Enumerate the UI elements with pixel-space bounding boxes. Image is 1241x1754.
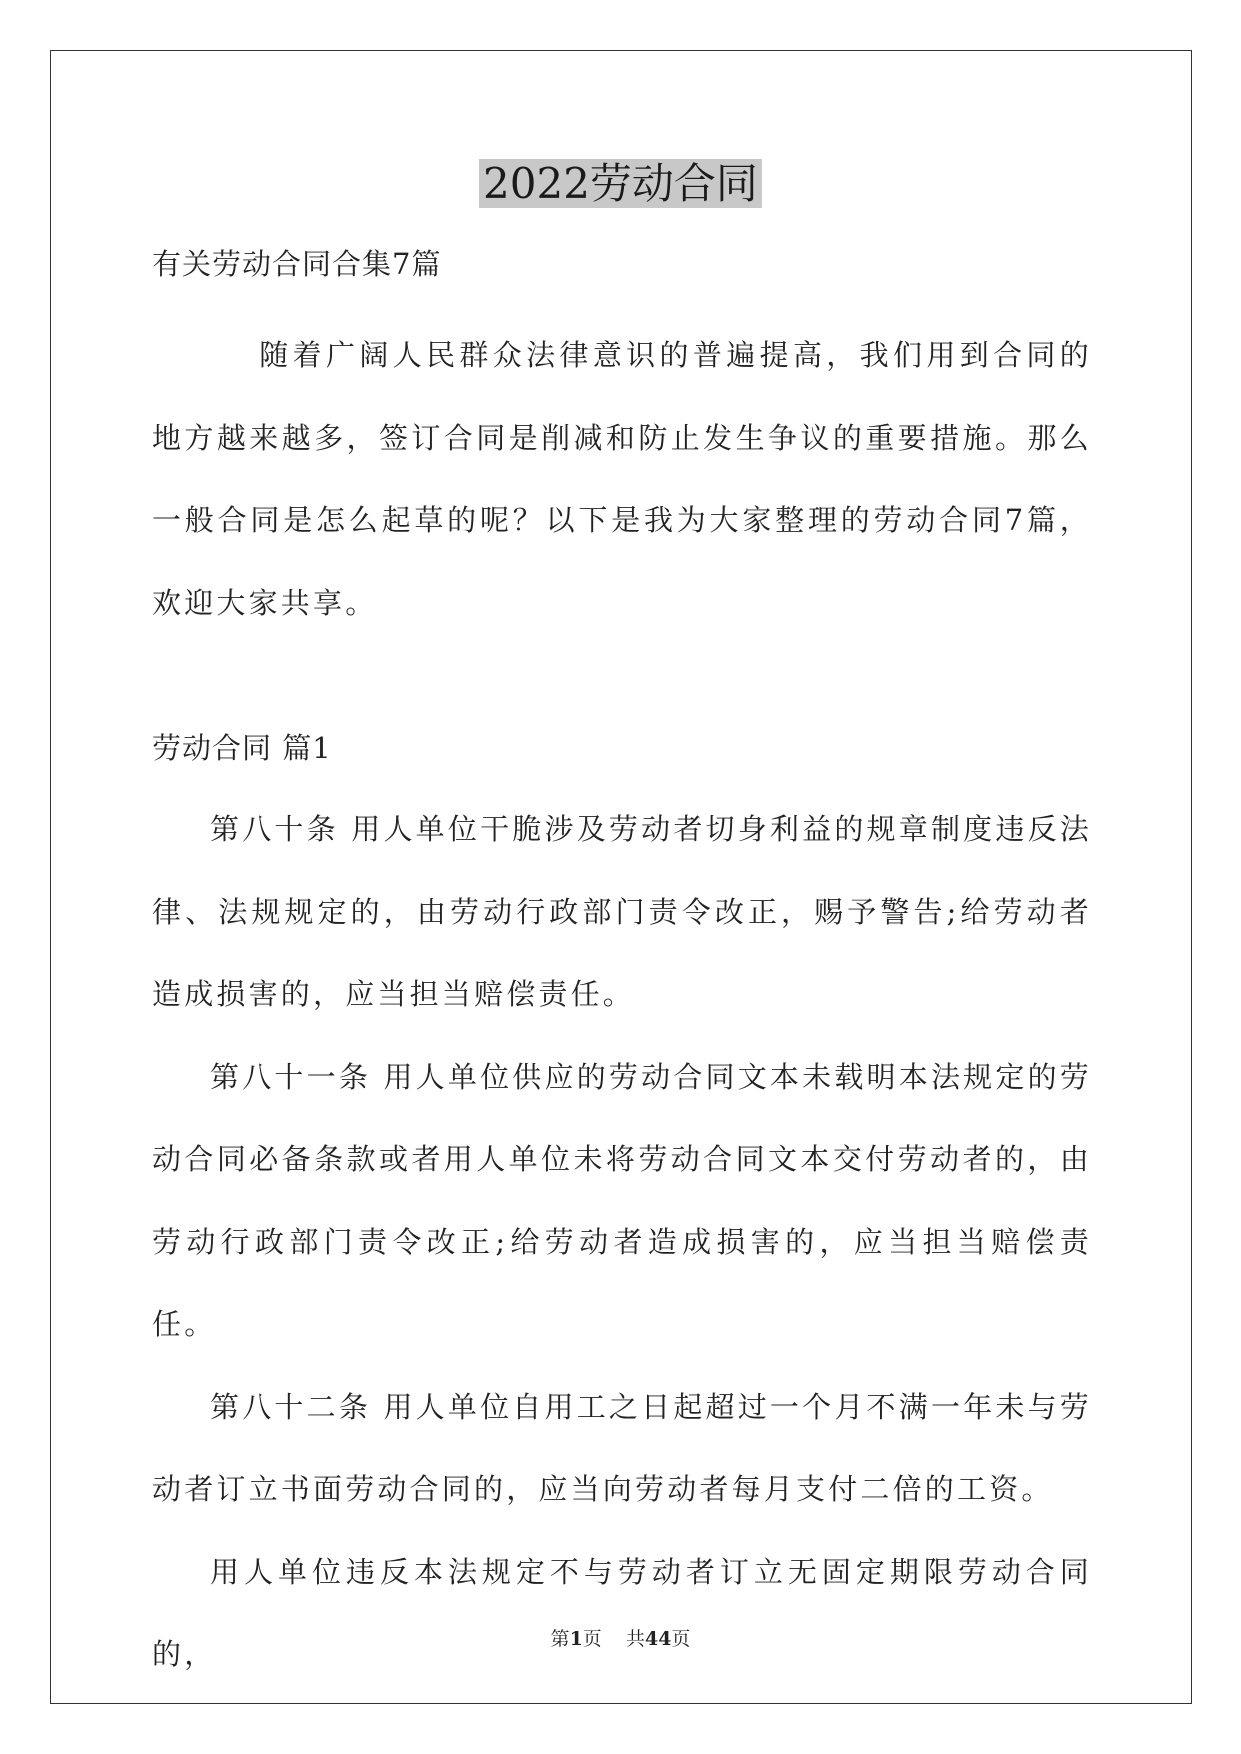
page-footer — [0, 1627, 1241, 1651]
footer-page-number: 1 — [569, 1628, 583, 1650]
document-body — [152, 239, 1092, 1696]
document-title — [0, 156, 1241, 212]
footer-middle: 页 共 — [582, 1628, 645, 1650]
article-paragraph: 第八十一条 用人单位供应的劳动合同文本未载明本法规定的劳动合同必备条款或者用人单位未将劳动合同文本交付劳动者的，由劳动行政部门责令改正;给劳动者造成损害的，应当担当赔偿责任。 — [152, 1059, 1092, 1341]
footer-suffix: 页 — [671, 1628, 691, 1650]
document-title-text: 2022劳动合同 — [479, 159, 762, 208]
section-heading: 劳动合同 篇1 — [152, 731, 332, 765]
footer-prefix: 第 — [550, 1628, 570, 1650]
document-subtitle: 有关劳动合同合集7篇 — [152, 247, 442, 281]
footer-total-pages: 44 — [644, 1628, 672, 1650]
intro-paragraph: 随着广阔人民群众法律意识的普遍提高，我们用到合同的地方越来越多，签订合同是削减和防止发生争议的重要措施。那么一般合同是怎么起草的呢？以下是我为大家整理的劳动合同7篇，欢迎大家共享。 — [152, 338, 1092, 620]
article-paragraph: 用人单位违反本法规定不与劳动者订立无固定期限劳动合同的， — [152, 1554, 1092, 1671]
article-paragraph: 第八十条 用人单位干脆涉及劳动者切身利益的规章制度违反法律、法规规定的，由劳动行政部门责令改正，赐予警告;给劳动者造成损害的，应当担当赔偿责任。 — [152, 812, 1092, 1011]
article-paragraph: 第八十二条 用人单位自用工之日起超过一个月不满一年未与劳动者订立书面劳动合同的，应当向劳动者每月支付二倍的工资。 — [152, 1389, 1092, 1506]
